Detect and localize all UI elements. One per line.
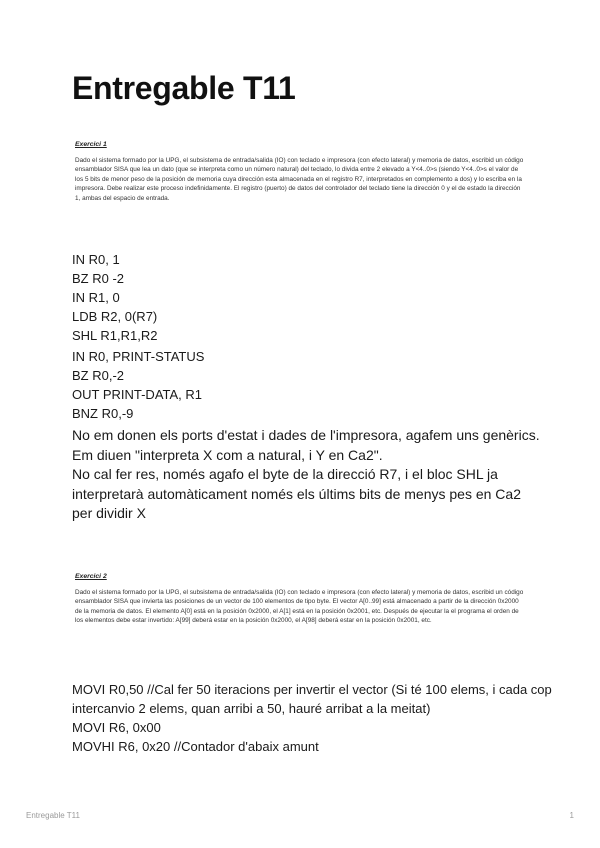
code-block-read-shift bbox=[72, 250, 158, 345]
footer-page-number: 1 bbox=[569, 811, 574, 820]
code-block-print bbox=[72, 347, 204, 423]
code-line: IN R0, 1 bbox=[72, 252, 120, 267]
exercise-1-heading: Exercici 1 bbox=[75, 141, 107, 148]
page-title: Entregable T11 bbox=[72, 70, 296, 106]
exercise-1-statement bbox=[75, 140, 527, 204]
code-block-reverse-vector bbox=[72, 680, 552, 756]
code-line: SHL R1,R1,R2 bbox=[72, 328, 158, 343]
code-line: BZ R0,-2 bbox=[72, 368, 125, 383]
code-line: LDB R2, 0(R7) bbox=[72, 309, 158, 324]
code-line: IN R0, PRINT-STATUS bbox=[72, 349, 205, 364]
exercise-1-text: Dado el sistema formado por la UPG, el subsistema de entrada/salida (IO) con teclado e impresora (con efecto lateral) y memoria de datos, escribid un código ensamblador SISA que lea un dato (que se interpreta como un número natural) del teclado, lo divida entre 2 elevado a Y<4..0>s (siendo Y<4..0>s el valor de los 5 bits de menor peso de la posición de memoria cuya dirección esta almacenada en el registro R7, interpretados en complemento a dos) y lo escriba en la impresora. Debe realizar este proceso indefinidamente. El registro (puerto) de datos del controlador del teclado tiene la dirección 0 y el de estado la dirección 1, ambas del espacio de entrada. bbox=[75, 156, 524, 202]
code-line: BZ R0 -2 bbox=[72, 271, 125, 286]
code-line: BNZ R0,-9 bbox=[72, 406, 134, 421]
exercise-2-heading: Exercici 2 bbox=[75, 573, 107, 580]
footer-document-title: Entregable T11 bbox=[26, 811, 80, 820]
note-paragraph: No em donen els ports d'estat i dades de l'impresora, agafem uns genèrics. bbox=[72, 427, 540, 443]
code-line: MOVI R6, 0x00 bbox=[72, 720, 161, 735]
explanation-notes bbox=[72, 426, 542, 524]
exercise-2-text: Dado el sistema formado por la UPG, el subsistema de entrada/salida (IO) con teclado e impresora (con efecto lateral) y memoria de datos, escribid un código ensamblador SISA que invierta las posiciones de un vector de 100 elementos de tipo byte. El vector A[0..99] está almacenado a partir de la dirección 0x2000 de la memoria de datos. El elemento A[0] está en la posición 0x2000, el A[1] está en la posición 0x2001, etc. Después de ejecutar la el programa el orden de los elementos debe estar invertido: A[99] deberá estar en la posición 0x2000, el A[98] deberá estar en la posición 0x2001, etc. bbox=[75, 588, 524, 625]
code-line: OUT PRINT-DATA, R1 bbox=[72, 387, 203, 402]
exercise-2-statement bbox=[75, 572, 527, 626]
code-line: MOVHI R6, 0x20 //Contador d'abaix amunt bbox=[72, 739, 319, 754]
code-line: MOVI R0,50 //Cal fer 50 iteracions per invertir el vector (Si té 100 elems, i cada cop intercanvio 2 elems, quan arribi a 50, hauré arribat a la meitat) bbox=[72, 682, 552, 716]
note-paragraph: No cal fer res, només agafo el byte de la direcció R7, i el bloc SHL ja interpretarà automàticament només els últims bits de menys pes en Ca2 per dividir X bbox=[72, 466, 521, 521]
note-paragraph: Em diuen "interpreta X com a natural, i Y en Ca2". bbox=[72, 446, 383, 463]
code-line: IN R1, 0 bbox=[72, 290, 120, 305]
